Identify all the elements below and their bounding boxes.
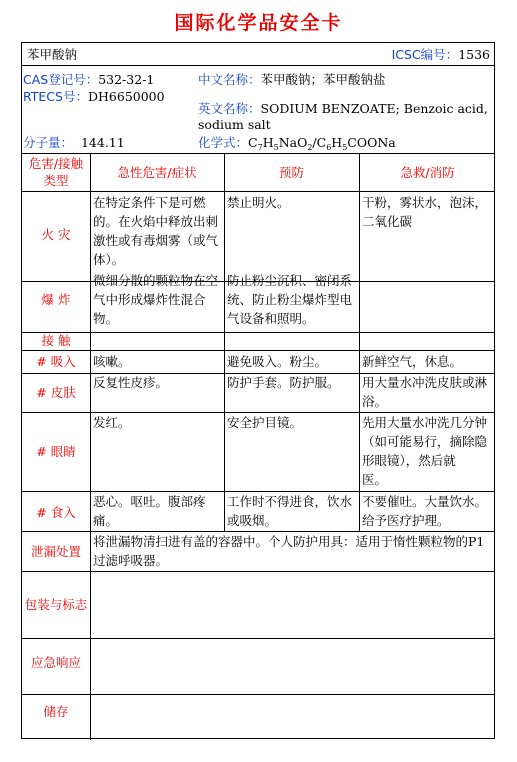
chemical-name: 苯甲酸钠 xyxy=(27,47,78,62)
mw-value: 144.11 xyxy=(80,135,125,150)
fire-symptoms: 在特定条件下是可燃 的。在火焰中释放出刺 激性或有毒烟雾（或气 体）。 xyxy=(93,195,219,267)
row-label-inhalation: # 吸入 xyxy=(36,354,76,369)
rule xyxy=(22,571,494,572)
section-label-packaging: 包装与标志 xyxy=(24,597,88,612)
formula-value xyxy=(248,135,396,150)
rule xyxy=(22,694,494,695)
formula-subscript: 5 xyxy=(342,143,348,152)
section-label-emergency: 应急响应 xyxy=(30,655,81,670)
en-name-label: 英文名称： xyxy=(198,101,261,116)
col-header-prevention: 预防 xyxy=(278,165,304,180)
inhalation-first-aid: 新鲜空气，休息。 xyxy=(362,354,463,369)
cn-name-label: 中文名称： xyxy=(198,72,261,87)
col-header-symptoms: 急性危害/症状 xyxy=(117,165,197,180)
formula-subscript: 5 xyxy=(273,143,279,152)
en-name-value: SODIUM BENZOATE; Benzoic acid, xyxy=(260,101,488,116)
cas-value: 532-32-1 xyxy=(98,72,155,87)
section-label-storage: 储存 xyxy=(43,704,69,719)
explosion-prevention: 防止粉尘沉积、密闭系 统、防止粉尘爆炸型电 气设备和照明。 xyxy=(227,273,353,326)
row-label-eyes: # 眼睛 xyxy=(36,444,76,459)
cn-name-value: 苯甲酸钠；苯甲酸钠盐 xyxy=(260,72,386,87)
spill-text: 将泄漏物清扫进有盖的容器中。个人防护用具：适用于惰性颗粒物的P1 过滤呼吸器。 xyxy=(93,534,485,568)
rule xyxy=(90,153,91,740)
fire-prevention: 禁止明火。 xyxy=(227,195,290,210)
skin-prevention: 防护手套。防护服。 xyxy=(227,375,340,390)
eyes-first-aid: 先用大量水冲洗几分钟 （如可能易行，摘除隐 形眼镜），然后就 医。 xyxy=(362,415,488,487)
skin-symptoms: 反复性皮疹。 xyxy=(93,375,169,390)
formula-subscript: 6 xyxy=(326,143,332,152)
rule xyxy=(22,638,494,639)
formula-part: COONa xyxy=(347,135,396,150)
cas-label: CAS登记号： xyxy=(23,72,99,87)
rtecs-label: RTECS号： xyxy=(23,89,88,104)
en-name-value-cont: sodium salt xyxy=(198,117,271,132)
fire-first-aid: 干粉，雾状水，泡沫， 二氧化碳 xyxy=(362,195,488,229)
inhalation-prevention: 避免吸入。粉尘。 xyxy=(227,354,328,369)
row-label-fire: 火 灾 xyxy=(41,227,71,242)
safety-card xyxy=(21,42,495,739)
col-header-type: 危害/接触类型 xyxy=(28,156,84,188)
formula-label: 化学式： xyxy=(198,135,249,150)
skin-first-aid: 用大量水冲洗皮肤或淋 浴。 xyxy=(362,375,488,409)
mw-label: 分子量： xyxy=(23,135,74,150)
eyes-prevention: 安全护目镜。 xyxy=(227,415,303,430)
rule xyxy=(359,153,360,531)
rule xyxy=(22,65,494,66)
rule xyxy=(224,153,225,531)
formula-subscript: 2 xyxy=(307,143,313,152)
rtecs-value: DH6650000 xyxy=(87,89,165,104)
formula-subscript: 7 xyxy=(257,143,263,152)
inhalation-symptoms: 咳嗽。 xyxy=(93,354,131,369)
formula-part: /C xyxy=(312,135,327,150)
row-label-skin: # 皮肤 xyxy=(36,385,76,400)
ingestion-prevention: 工作时不得进食，饮水 或吸烟。 xyxy=(227,494,353,528)
icsc-label: ICSC编号： xyxy=(391,47,459,62)
section-label-spill: 泄漏处置 xyxy=(30,544,81,559)
card-title: 国际化学品安全卡 xyxy=(174,12,343,34)
formula-part: H xyxy=(262,135,274,150)
rule xyxy=(22,350,494,351)
row-label-contact: 接 触 xyxy=(41,333,71,348)
row-label-explosion: 爆 炸 xyxy=(41,292,71,307)
icsc-value: 1536 xyxy=(458,47,490,62)
col-header-first-aid: 急救/消防 xyxy=(400,165,455,180)
formula-part: H xyxy=(331,135,343,150)
row-label-ingestion: # 食入 xyxy=(36,505,76,520)
formula-part: NaO xyxy=(278,135,308,150)
formula-part: C xyxy=(248,135,258,150)
eyes-symptoms: 发红。 xyxy=(93,415,131,430)
rule xyxy=(22,332,494,333)
ingestion-first-aid: 不要催吐。大量饮水。 给予医疗护理。 xyxy=(362,494,488,528)
ingestion-symptoms: 恶心。呕吐。腹部疼 痛。 xyxy=(93,494,206,528)
explosion-symptoms: 微细分散的颗粒物在空 气中形成爆炸性混合 物。 xyxy=(93,273,219,326)
rule xyxy=(22,191,494,192)
